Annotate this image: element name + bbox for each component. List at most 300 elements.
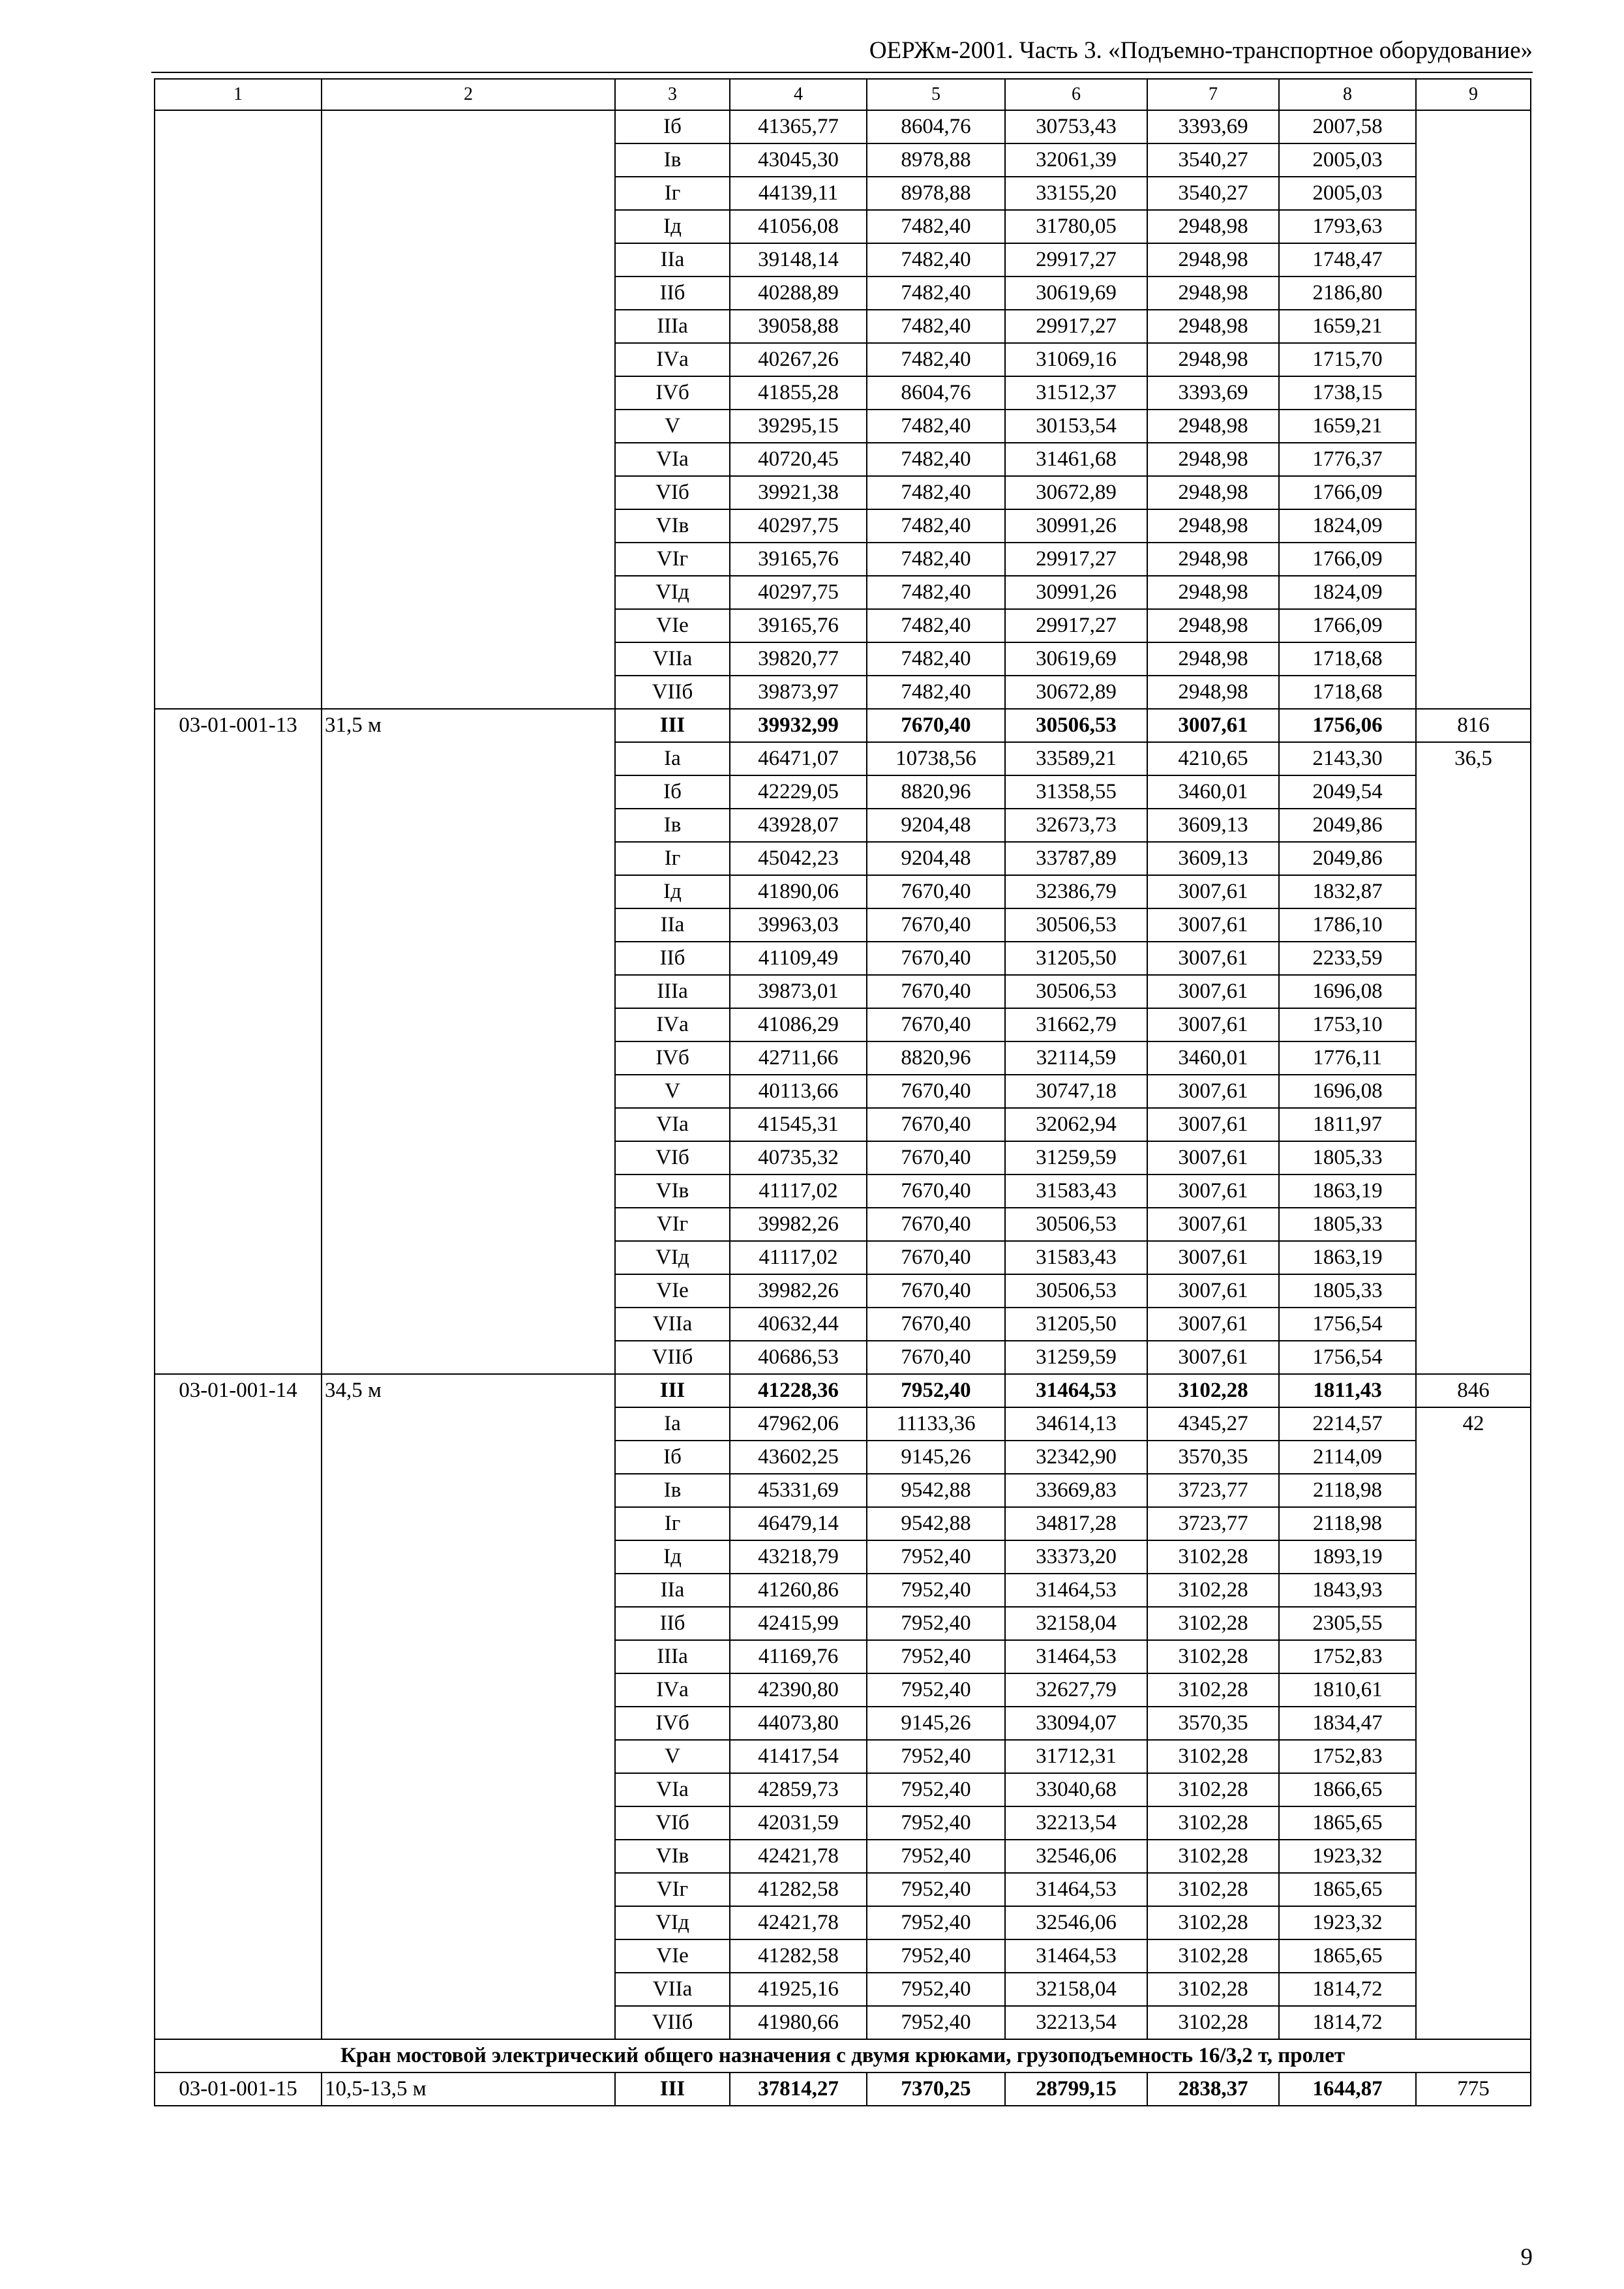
table-cell: 2114,09 <box>1279 1441 1416 1474</box>
table-cell: 7670,40 <box>867 1075 1005 1108</box>
table-row <box>155 2072 1531 2106</box>
table-cell: 9145,26 <box>867 1441 1005 1474</box>
span-cell: 34,5 м <box>322 1374 615 2039</box>
table-cell: 2948,98 <box>1147 343 1279 376</box>
table-cell: 40735,32 <box>730 1141 867 1174</box>
table-cell: 1756,06 <box>1279 709 1416 742</box>
table-cell: 1865,65 <box>1279 1806 1416 1840</box>
table-cell: 8978,88 <box>867 177 1005 210</box>
table-cell: 1814,72 <box>1279 1973 1416 2006</box>
table-cell: 41282,58 <box>730 1873 867 1906</box>
table-cell: 3723,77 <box>1147 1507 1279 1540</box>
table-cell: 3007,61 <box>1147 975 1279 1008</box>
table-cell: 37814,27 <box>730 2072 867 2106</box>
table-cell: 2049,86 <box>1279 842 1416 875</box>
table-cell: 8820,96 <box>867 1041 1005 1075</box>
header-rule <box>151 72 1533 73</box>
table-cell: 7670,40 <box>867 1274 1005 1308</box>
table-cell: 1863,19 <box>1279 1174 1416 1208</box>
table-cell: 3102,28 <box>1147 1840 1279 1873</box>
table-cell: 31069,16 <box>1005 343 1147 376</box>
table-cell: 29917,27 <box>1005 243 1147 277</box>
note-cell: 816 <box>1416 709 1531 742</box>
table-cell: 2049,54 <box>1279 775 1416 809</box>
table-cell: IIIа <box>615 310 730 343</box>
table-cell: 7670,40 <box>867 875 1005 908</box>
table-cell: 7 <box>1147 79 1279 110</box>
table-cell: 9145,26 <box>867 1707 1005 1740</box>
table-cell: VIд <box>615 1241 730 1274</box>
table-cell: 8 <box>1279 79 1416 110</box>
note-cell: 846 <box>1416 1374 1531 1407</box>
table-cell: 3 <box>615 79 730 110</box>
table-cell: 7952,40 <box>867 1607 1005 1640</box>
table-cell: 30672,89 <box>1005 476 1147 509</box>
table-cell: 40686,53 <box>730 1341 867 1374</box>
table-cell: 39963,03 <box>730 908 867 942</box>
table-cell: 41086,29 <box>730 1008 867 1041</box>
table-cell: VIв <box>615 509 730 543</box>
table-cell: 7670,40 <box>867 1341 1005 1374</box>
table-cell: 3570,35 <box>1147 1707 1279 1740</box>
table-cell: 3102,28 <box>1147 2006 1279 2039</box>
table-cell: 7952,40 <box>867 2006 1005 2039</box>
table-cell: 2948,98 <box>1147 443 1279 476</box>
table-cell: 32061,39 <box>1005 143 1147 177</box>
table-cell: 7952,40 <box>867 1873 1005 1906</box>
table-cell: 2948,98 <box>1147 642 1279 676</box>
table-cell: VIг <box>615 543 730 576</box>
table-cell: 2948,98 <box>1147 210 1279 243</box>
table-cell: 3102,28 <box>1147 1973 1279 2006</box>
table-cell: 8820,96 <box>867 775 1005 809</box>
table-cell: 1752,83 <box>1279 1740 1416 1773</box>
table-cell: 31583,43 <box>1005 1174 1147 1208</box>
table-cell: 7670,40 <box>867 975 1005 1008</box>
table-cell: 1766,09 <box>1279 543 1416 576</box>
table-cell: 2948,98 <box>1147 509 1279 543</box>
table-cell: 5 <box>867 79 1005 110</box>
table-cell: 1696,08 <box>1279 1075 1416 1108</box>
table-cell: 1756,54 <box>1279 1341 1416 1374</box>
table-cell: 39165,76 <box>730 543 867 576</box>
table-cell: 3102,28 <box>1147 1806 1279 1840</box>
table-row <box>155 110 1531 143</box>
table-cell: 43218,79 <box>730 1540 867 1574</box>
table-cell: 7952,40 <box>867 1806 1005 1840</box>
table-cell: 40720,45 <box>730 443 867 476</box>
table-cell: VIа <box>615 443 730 476</box>
table-cell: 8978,88 <box>867 143 1005 177</box>
table-cell: 1832,87 <box>1279 875 1416 908</box>
table-cell: 1863,19 <box>1279 1241 1416 1274</box>
table-cell: 46479,14 <box>730 1507 867 1540</box>
table-cell: III <box>615 709 730 742</box>
table-cell: 3102,28 <box>1147 1740 1279 1773</box>
table-cell: Iг <box>615 842 730 875</box>
table-cell: IIIа <box>615 1640 730 1673</box>
table-cell: 3102,28 <box>1147 1939 1279 1973</box>
table-cell: 2118,98 <box>1279 1507 1416 1540</box>
table-cell: 7952,40 <box>867 1574 1005 1607</box>
table-cell: 7670,40 <box>867 709 1005 742</box>
table-cell: 9542,88 <box>867 1474 1005 1507</box>
table-cell: 32386,79 <box>1005 875 1147 908</box>
table-cell: Iб <box>615 1441 730 1474</box>
table-cell: 2118,98 <box>1279 1474 1416 1507</box>
table-cell: VIе <box>615 1274 730 1308</box>
table-cell: 34614,13 <box>1005 1407 1147 1441</box>
column-number-row <box>155 79 1531 110</box>
table-cell: 1805,33 <box>1279 1208 1416 1241</box>
table-cell: 32158,04 <box>1005 1607 1147 1640</box>
table-cell: 45042,23 <box>730 842 867 875</box>
table-cell: 31259,59 <box>1005 1341 1147 1374</box>
table-cell: 3007,61 <box>1147 1308 1279 1341</box>
table-cell: 3007,61 <box>1147 1241 1279 1274</box>
table-cell: 29917,27 <box>1005 609 1147 642</box>
table-cell: 42031,59 <box>730 1806 867 1840</box>
table-cell: 40113,66 <box>730 1075 867 1108</box>
table-cell: 3609,13 <box>1147 842 1279 875</box>
table-cell: VIIа <box>615 1973 730 2006</box>
price-table <box>154 78 1531 2106</box>
table-cell: 33787,89 <box>1005 842 1147 875</box>
table-cell: 7952,40 <box>867 1906 1005 1939</box>
table-cell: 1810,61 <box>1279 1673 1416 1707</box>
table-cell: 28799,15 <box>1005 2072 1147 2106</box>
table-cell: 8604,76 <box>867 376 1005 410</box>
table-cell: 7952,40 <box>867 1540 1005 1574</box>
table-cell: Iд <box>615 875 730 908</box>
table-cell: 33155,20 <box>1005 177 1147 210</box>
table-cell: IIа <box>615 908 730 942</box>
table-cell: 41545,31 <box>730 1108 867 1141</box>
table-cell: 7670,40 <box>867 1008 1005 1041</box>
table-cell: 7482,40 <box>867 609 1005 642</box>
table-cell: 42229,05 <box>730 775 867 809</box>
table-cell: Iв <box>615 809 730 842</box>
table-cell: IIа <box>615 1574 730 1607</box>
table-cell: 33040,68 <box>1005 1773 1147 1806</box>
table-cell: 7370,25 <box>867 2072 1005 2106</box>
table-cell: 3570,35 <box>1147 1441 1279 1474</box>
table-cell: 1893,19 <box>1279 1540 1416 1574</box>
table-cell: 2005,03 <box>1279 143 1416 177</box>
table-cell: IIб <box>615 942 730 975</box>
table-cell: 7482,40 <box>867 243 1005 277</box>
table-cell: 7952,40 <box>867 1939 1005 1973</box>
table-cell: 34817,28 <box>1005 1507 1147 1540</box>
table-cell: 1718,68 <box>1279 676 1416 709</box>
code-cell <box>155 110 322 709</box>
table-cell: 47962,06 <box>730 1407 867 1441</box>
note-cell: 775 <box>1416 2072 1531 2106</box>
table-cell: 3102,28 <box>1147 1906 1279 1939</box>
table-cell: 39873,01 <box>730 975 867 1008</box>
table-cell: VIIб <box>615 2006 730 2039</box>
table-cell: 7670,40 <box>867 942 1005 975</box>
table-cell: VIб <box>615 1806 730 1840</box>
table-cell: VIд <box>615 1906 730 1939</box>
table-cell: 41980,66 <box>730 2006 867 2039</box>
table-row <box>155 1374 1531 1407</box>
table-cell: 3723,77 <box>1147 1474 1279 1507</box>
table-cell: 39295,15 <box>730 410 867 443</box>
table-cell: IVа <box>615 1008 730 1041</box>
table-cell: IVб <box>615 1041 730 1075</box>
table-cell: IIIа <box>615 975 730 1008</box>
table-cell: Iб <box>615 775 730 809</box>
table-cell: 30747,18 <box>1005 1075 1147 1108</box>
table-cell: 31662,79 <box>1005 1008 1147 1041</box>
table-cell: 32213,54 <box>1005 1806 1147 1840</box>
table-cell: 7482,40 <box>867 476 1005 509</box>
table-cell: 43602,25 <box>730 1441 867 1474</box>
table-cell: 42421,78 <box>730 1906 867 1939</box>
table-cell: 1715,70 <box>1279 343 1416 376</box>
table-cell: 7482,40 <box>867 509 1005 543</box>
table-cell: 3102,28 <box>1147 1607 1279 1640</box>
table-cell: 41109,49 <box>730 942 867 975</box>
table-cell: 29917,27 <box>1005 543 1147 576</box>
table-cell: 1659,21 <box>1279 410 1416 443</box>
table-cell: 1805,33 <box>1279 1141 1416 1174</box>
table-cell: 7952,40 <box>867 1673 1005 1707</box>
table-cell: 45331,69 <box>730 1474 867 1507</box>
table-cell: 31259,59 <box>1005 1141 1147 1174</box>
table-cell: VIе <box>615 609 730 642</box>
table-cell: 41260,86 <box>730 1574 867 1607</box>
table-cell: Iб <box>615 110 730 143</box>
table-cell: 42421,78 <box>730 1840 867 1873</box>
table-cell: 7482,40 <box>867 576 1005 609</box>
table-cell: 7482,40 <box>867 543 1005 576</box>
table-cell: 1718,68 <box>1279 642 1416 676</box>
page-number: 9 <box>1520 2244 1533 2271</box>
table-cell: 40288,89 <box>730 277 867 310</box>
table-cell: 7952,40 <box>867 1740 1005 1773</box>
table-cell: 7952,40 <box>867 1840 1005 1873</box>
table-cell: 31464,53 <box>1005 1374 1147 1407</box>
table-cell: VIа <box>615 1773 730 1806</box>
table-cell: 1752,83 <box>1279 1640 1416 1673</box>
table-cell: 2005,03 <box>1279 177 1416 210</box>
table-cell: 32673,73 <box>1005 809 1147 842</box>
table-cell: 39148,14 <box>730 243 867 277</box>
section-title: Кран мостовой электрический общего назначения с двумя крюками, грузоподъемность 16/3,2 т, пролет <box>155 2039 1531 2072</box>
table-cell: 33669,83 <box>1005 1474 1147 1507</box>
table-cell: 30506,53 <box>1005 709 1147 742</box>
table-cell: 39921,38 <box>730 476 867 509</box>
table-cell: VIIб <box>615 676 730 709</box>
table-cell: 32062,94 <box>1005 1108 1147 1141</box>
table-cell: VIб <box>615 476 730 509</box>
table-cell: 4210,65 <box>1147 742 1279 775</box>
table-cell: 42390,80 <box>730 1673 867 1707</box>
table-cell: 31461,68 <box>1005 443 1147 476</box>
table-cell: 9204,48 <box>867 809 1005 842</box>
table-cell: 3460,01 <box>1147 775 1279 809</box>
table-row <box>155 709 1531 742</box>
table-cell: 40632,44 <box>730 1308 867 1341</box>
table-cell: 31464,53 <box>1005 1939 1147 1973</box>
table-cell: 1793,63 <box>1279 210 1416 243</box>
table-cell: VIд <box>615 576 730 609</box>
table-cell: 3007,61 <box>1147 1208 1279 1241</box>
table-cell: 9 <box>1416 79 1531 110</box>
table-cell: 42859,73 <box>730 1773 867 1806</box>
table-cell: 39058,88 <box>730 310 867 343</box>
table-cell: Iд <box>615 1540 730 1574</box>
table-cell: 30153,54 <box>1005 410 1147 443</box>
table-cell: 33589,21 <box>1005 742 1147 775</box>
table-cell: Iг <box>615 177 730 210</box>
table-cell: 2143,30 <box>1279 742 1416 775</box>
table-cell: 2305,55 <box>1279 1607 1416 1640</box>
table-cell: 31464,53 <box>1005 1574 1147 1607</box>
table-cell: 31464,53 <box>1005 1873 1147 1906</box>
table-cell: 1696,08 <box>1279 975 1416 1008</box>
table-cell: 7482,40 <box>867 343 1005 376</box>
table-cell: 7482,40 <box>867 210 1005 243</box>
table-cell: 30506,53 <box>1005 1274 1147 1308</box>
table-cell: 1865,65 <box>1279 1873 1416 1906</box>
table-cell: 32158,04 <box>1005 1973 1147 2006</box>
table-cell: VIе <box>615 1939 730 1973</box>
table-cell: VIв <box>615 1840 730 1873</box>
table-cell: 29917,27 <box>1005 310 1147 343</box>
table-cell: 39165,76 <box>730 609 867 642</box>
table-cell: Iа <box>615 1407 730 1441</box>
table-cell: 1748,47 <box>1279 243 1416 277</box>
table-cell: 3393,69 <box>1147 376 1279 410</box>
table-cell: 3007,61 <box>1147 1141 1279 1174</box>
table-cell: V <box>615 1740 730 1773</box>
table-cell: 2948,98 <box>1147 609 1279 642</box>
table-cell: V <box>615 410 730 443</box>
table-cell: 32213,54 <box>1005 2006 1147 2039</box>
table-cell: 3102,28 <box>1147 1873 1279 1906</box>
table-cell: 3007,61 <box>1147 942 1279 975</box>
table-cell: Iд <box>615 210 730 243</box>
table-cell: VIг <box>615 1208 730 1241</box>
table-cell: 1644,87 <box>1279 2072 1416 2106</box>
table-cell: 1766,09 <box>1279 609 1416 642</box>
table-cell: V <box>615 1075 730 1108</box>
table-cell: 39873,97 <box>730 676 867 709</box>
note-cell <box>1416 110 1531 709</box>
table-cell: 7670,40 <box>867 1241 1005 1274</box>
table-cell: VIIб <box>615 1341 730 1374</box>
table-cell: 2948,98 <box>1147 543 1279 576</box>
note-cell: 36,5 <box>1416 742 1531 1374</box>
table-cell: 43045,30 <box>730 143 867 177</box>
table-cell: 7670,40 <box>867 1308 1005 1341</box>
table-cell: 1753,10 <box>1279 1008 1416 1041</box>
table-cell: 7482,40 <box>867 642 1005 676</box>
table-cell: Iа <box>615 742 730 775</box>
table-cell: 3007,61 <box>1147 1108 1279 1141</box>
table-cell: 3007,61 <box>1147 1341 1279 1374</box>
table-cell: IVб <box>615 376 730 410</box>
table-cell: 7670,40 <box>867 1208 1005 1241</box>
table-cell: 32546,06 <box>1005 1906 1147 1939</box>
table-cell: 40267,26 <box>730 343 867 376</box>
table-cell: 31205,50 <box>1005 942 1147 975</box>
table-cell: 31512,37 <box>1005 376 1147 410</box>
table-cell: 1811,43 <box>1279 1374 1416 1407</box>
table-cell: 7482,40 <box>867 410 1005 443</box>
table-cell: 39982,26 <box>730 1274 867 1308</box>
table-cell: 31583,43 <box>1005 1241 1147 1274</box>
table-cell: 3609,13 <box>1147 809 1279 842</box>
table-cell: 33094,07 <box>1005 1707 1147 1740</box>
table-cell: 30991,26 <box>1005 576 1147 609</box>
table-cell: VIа <box>615 1108 730 1141</box>
table-cell: 2948,98 <box>1147 576 1279 609</box>
span-cell: 31,5 м <box>322 709 615 1374</box>
table-cell: 41417,54 <box>730 1740 867 1773</box>
span-cell: 10,5-13,5 м <box>322 2072 615 2106</box>
table-cell: IIа <box>615 243 730 277</box>
table-cell: 3102,28 <box>1147 1773 1279 1806</box>
table-cell: 30619,69 <box>1005 642 1147 676</box>
table-cell: 4345,27 <box>1147 1407 1279 1441</box>
table-cell: 41228,36 <box>730 1374 867 1407</box>
table-cell: VIв <box>615 1174 730 1208</box>
table-cell: 40297,75 <box>730 509 867 543</box>
table-cell: IIб <box>615 1607 730 1640</box>
table-cell: 1834,47 <box>1279 1707 1416 1740</box>
table-cell: 2 <box>322 79 615 110</box>
table-cell: 1786,10 <box>1279 908 1416 942</box>
table-cell: VIIа <box>615 642 730 676</box>
table-cell: 3540,27 <box>1147 143 1279 177</box>
table-cell: 41890,06 <box>730 875 867 908</box>
table-cell: 41169,76 <box>730 1640 867 1673</box>
table-cell: 8604,76 <box>867 110 1005 143</box>
table-cell: 1843,93 <box>1279 1574 1416 1607</box>
table-cell: 44073,80 <box>730 1707 867 1740</box>
table-cell: 31205,50 <box>1005 1308 1147 1341</box>
table-cell: 7482,40 <box>867 277 1005 310</box>
table-cell: 7670,40 <box>867 1108 1005 1141</box>
table-cell: IVа <box>615 343 730 376</box>
table-cell: III <box>615 1374 730 1407</box>
code-cell: 03-01-001-15 <box>155 2072 322 2106</box>
table-cell: 1865,65 <box>1279 1939 1416 1973</box>
table-cell: 3007,61 <box>1147 1174 1279 1208</box>
table-cell: 7482,40 <box>867 310 1005 343</box>
table-cell: 1776,11 <box>1279 1041 1416 1075</box>
table-cell: 44139,11 <box>730 177 867 210</box>
table-cell: 9542,88 <box>867 1507 1005 1540</box>
table-cell: 30991,26 <box>1005 509 1147 543</box>
table-cell: 7670,40 <box>867 1174 1005 1208</box>
table-cell: 3007,61 <box>1147 1008 1279 1041</box>
table-cell: 7670,40 <box>867 908 1005 942</box>
table-cell: 1766,09 <box>1279 476 1416 509</box>
table-cell: IVа <box>615 1673 730 1707</box>
table-cell: 11133,36 <box>867 1407 1005 1441</box>
table-cell: VIIа <box>615 1308 730 1341</box>
table-cell: 2948,98 <box>1147 243 1279 277</box>
span-cell <box>322 110 615 709</box>
table-cell: 7952,40 <box>867 1973 1005 2006</box>
table-cell: 32546,06 <box>1005 1840 1147 1873</box>
table-cell: 41117,02 <box>730 1174 867 1208</box>
